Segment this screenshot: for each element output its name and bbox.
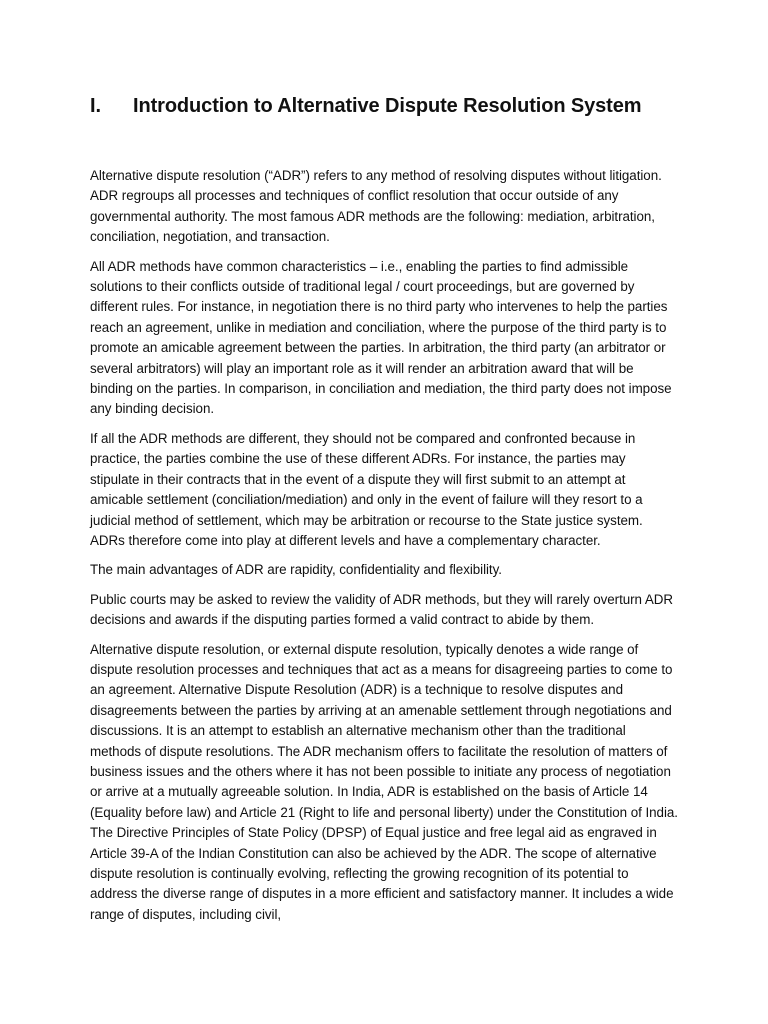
paragraph-adr-definition: Alternative dispute resolution (“ADR”) refers to any method of resolving disputes without litigation. ADR regroups all processes and techniques of conflict resolution that occur outside of any governmental authority. The most famous ADR methods are the following: mediation, arbitration, conciliation, negotiation, and transaction.	[90, 168, 662, 245]
section-title: Introduction to Alternative Dispute Resolution System	[133, 95, 642, 117]
paragraph-adr-combination: If all the ADR methods are different, they should not be compared and confronted because in practice, the parties combine the use of these different ADRs. For instance, the parties may stipulate in their contracts that in the event of a dispute they will first submit to an attempt at amicable settlement (conciliation/mediation) and only in the event of failure will they resort to a judicial method of settlement, which may be arbitration or recourse to the State justice system. ADRs therefore come into play at different levels and have a complementary character.	[90, 430, 643, 548]
paragraph-adr-characteristics: All ADR methods have common characteristics – i.e., enabling the parties to find admissible solutions to their conflicts outside of traditional legal / court proceedings, but are governed by different rules. For instance, in negotiation there is no third party who intervenes to help the parties reach an agreement, unlike in mediation and conciliation, where the purpose of the third party is to promote an amicable agreement between the parties. In arbitration, the third party (an arbitrator or several arbitrators) will play an important role as it will render an arbitration award that will be binding on the parties. In comparison, in conciliation and mediation, the third party does not impose any binding decision.	[90, 258, 672, 417]
paragraph-court-review: Public courts may be asked to review the validity of ADR methods, but they will rarely overturn ADR decisions and awards if the disputing parties formed a valid contract to abide by them.	[90, 591, 674, 628]
paragraph-adr-advantages: The main advantages of ADR are rapidity, confidentiality and flexibility.	[90, 562, 502, 578]
section-heading	[90, 90, 678, 122]
section-number: I.	[90, 95, 101, 117]
paragraph-adr-overview-india: Alternative dispute resolution, or external dispute resolution, typically denotes a wide range of dispute resolution processes and techniques that act as a means for disagreeing parties to come to an agreement. Alternative Dispute Resolution (ADR) is a technique to resolve disputes and disagreements between the parties by arriving at an amenable settlement through negotiations and discussions. It is an attempt to establish an alternative mechanism other than the traditional methods of dispute resolutions. The ADR mechanism offers to facilitate the resolution of matters of business issues and the others where it has not been possible to initiate any process of negotiation or arrive at a mutually agreeable solution. In India, ADR is established on the basis of Article 14 (Equality before law) and Article 21 (Right to life and personal liberty) under the Constitution of India. The Directive Principles of State Policy (DPSP) of Equal justice and free legal aid as engraved in Article 39-A of the Indian Constitution can also be achieved by the ADR. The scope of alternative dispute resolution is continually evolving, reflecting the growing recognition of its potential to address the diverse range of disputes in a more efficient and satisfactory manner. It includes a wide range of disputes, including civil,	[90, 641, 678, 922]
